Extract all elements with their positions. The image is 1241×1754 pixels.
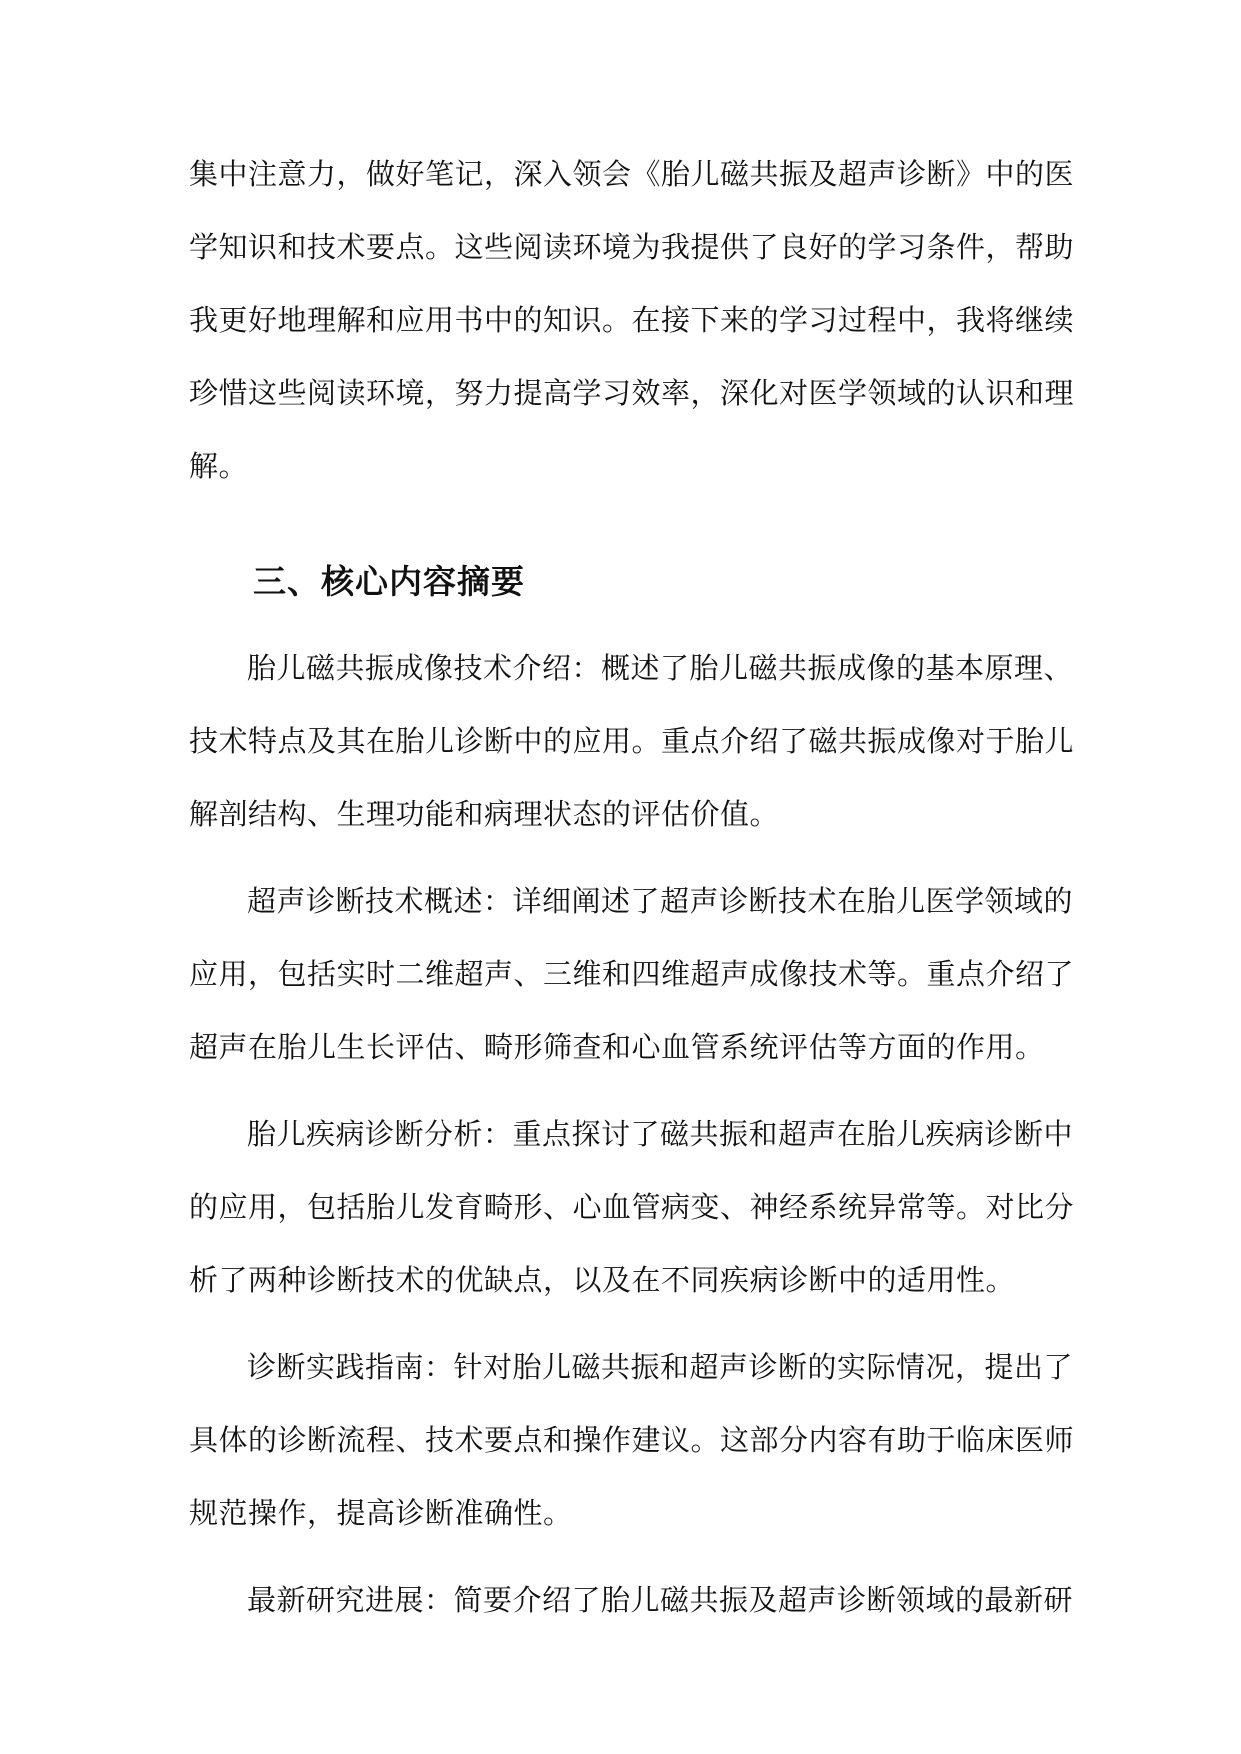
paragraph-line: 珍惜这些阅读环境，努力提高学习效率，深化对医学领域的认识和理 (189, 376, 1075, 410)
paragraph-line: 解剖结构、生理功能和病理状态的评估价值。 (189, 797, 780, 831)
summary-paragraph (189, 1564, 1074, 1637)
summary-section (189, 632, 1075, 1651)
paragraph-line: 应用，包括实时二维超声、三维和四维超声成像技术等。重点介绍了 (189, 957, 1075, 991)
paragraph-line: 超声诊断技术概述：详细阐述了超声诊断技术在胎儿医学领域的 (247, 884, 1074, 918)
paragraph-line: 技术特点及其在胎儿诊断中的应用。重点介绍了磁共振成像对于胎儿 (189, 724, 1075, 758)
paragraph-line: 胎儿疾病诊断分析：重点探讨了磁共振和超声在胎儿疾病诊断中 (247, 1117, 1074, 1151)
intro-paragraph (189, 138, 1075, 503)
paragraph-line: 集中注意力，做好笔记，深入领会《胎儿磁共振及超声诊断》中的医 (189, 157, 1075, 191)
summary-paragraph (189, 1098, 1075, 1317)
paragraph-line: 学知识和技术要点。这些阅读环境为我提供了良好的学习条件，帮助 (189, 230, 1075, 264)
paragraph-line: 具体的诊断流程、技术要点和操作建议。这部分内容有助于临床医师 (189, 1423, 1075, 1457)
summary-paragraph (189, 1331, 1075, 1550)
paragraph-line: 的应用，包括胎儿发育畸形、心血管病变、神经系统异常等。对比分 (189, 1190, 1075, 1224)
paragraph-line: 胎儿磁共振成像技术介绍：概述了胎儿磁共振成像的基本原理、 (247, 651, 1074, 685)
paragraph-line: 解。 (189, 449, 249, 483)
paragraph-line: 析了两种诊断技术的优缺点，以及在不同疾病诊断中的适用性。 (189, 1263, 1016, 1297)
summary-paragraph (189, 865, 1075, 1084)
paragraph-line: 超声在胎儿生长评估、畸形筛查和心血管系统评估等方面的作用。 (189, 1030, 1045, 1064)
paragraph-line: 我更好地理解和应用书中的知识。在接下来的学习过程中，我将继续 (189, 303, 1075, 337)
paragraph-line: 最新研究进展：简要介绍了胎儿磁共振及超声诊断领域的最新研 (247, 1583, 1074, 1617)
summary-paragraph (189, 632, 1075, 851)
paragraph-line: 规范操作，提高诊断准确性。 (189, 1496, 573, 1530)
section-heading: 三、核心内容摘要 (253, 562, 525, 601)
paragraph-line: 诊断实践指南：针对胎儿磁共振和超声诊断的实际情况，提出了 (247, 1350, 1074, 1384)
